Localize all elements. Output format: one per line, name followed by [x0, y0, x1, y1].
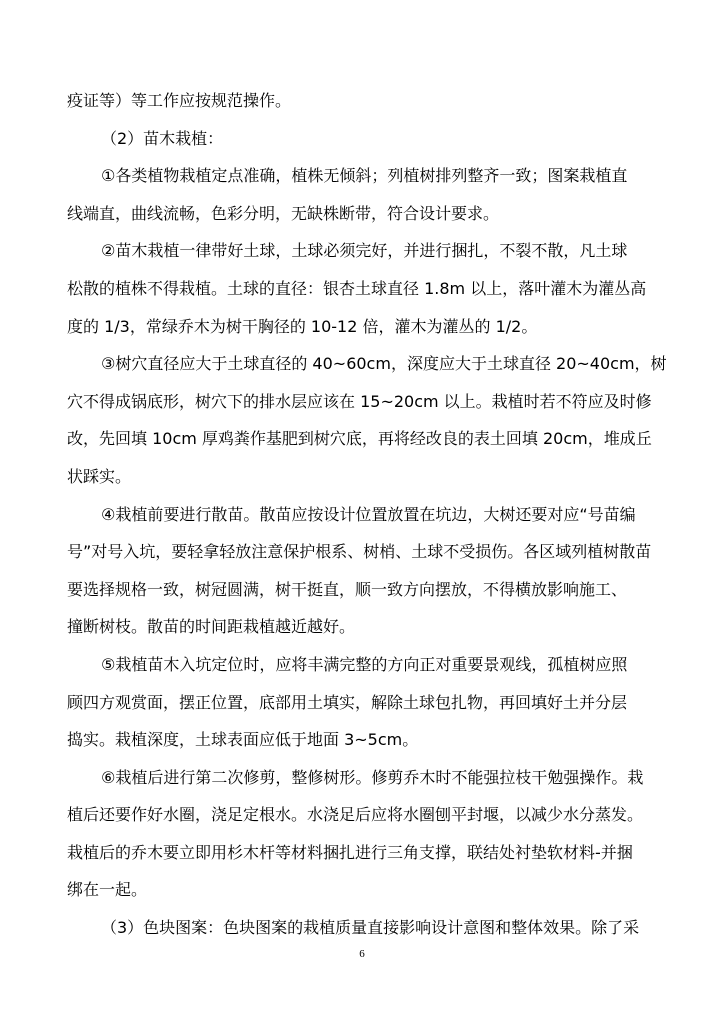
text-line: 栽植后的乔木要立即用杉木杆等材料捆扎进行三角支撑，联结处衬垫软材料-并捆 [67, 842, 633, 862]
text-line: 松散的植株不得栽植。土球的直径：银杏土球直径 1.8m 以上，落叶灌木为灌丛高 [67, 278, 647, 298]
text-line: 绑在一起。 [67, 880, 148, 900]
text-line: 植后还要作好水圈，浇足定根水。水浇足后应将水圈刨平封堰，以减少水分蒸发。 [67, 805, 644, 825]
text-line: 线端直，曲线流畅，色彩分明，无缺株断带，符合设计要求。 [67, 203, 500, 223]
text-line: 捣实。栽植深度，土球表面应低于地面 3~5cm。 [67, 730, 419, 750]
text-line: 疫证等）等工作应按规范操作。 [67, 91, 292, 110]
text-line: 要选择规格一致，树冠圆满，树干挺直，顺一致方向摆放，不得横放影响施工、 [67, 579, 628, 599]
text-line: 顾四方观赏面，摆正位置，底部用土填实，解除土球包扎物，再回填好土并分层 [67, 692, 628, 712]
page-number: 6 [359, 948, 365, 960]
text-line: 度的 1/3，常绿乔木为树干胸径的 10-12 倍，灌木为灌丛的 1/2。 [67, 316, 538, 336]
text-line: ④栽植前要进行散苗。散苗应按设计位置放置在坑边，大树还要对应“号苗编 [101, 504, 636, 524]
text-line: 撞断树枝。散苗的时间距栽植越近越好。 [67, 617, 356, 637]
text-line: ③树穴直径应大于土球直径的 40~60cm，深度应大于土球直径 20~40cm，树 [101, 354, 667, 374]
document-page [67, 82, 669, 947]
text-line: 穴不得成锅底形，树穴下的排水层应该在 15~20cm 以上。栽植时若不符应及时修 [67, 391, 652, 411]
section-heading-color-block-pattern: （3）色块图案：色块图案的栽植质量直接影响设计意图和整体效果。除了采 [101, 918, 640, 938]
section-heading-seedling-planting: （2）苗木栽植： [101, 128, 224, 148]
text-line: ②苗木栽植一律带好土球，土球必须完好，并进行捆扎，不裂不散，凡土球 [101, 241, 628, 261]
text-line: 改，先回填 10cm 厚鸡粪作基肥到树穴底，再将经改良的表土回填 20cm，堆成丘 [67, 429, 652, 449]
text-line: ①各类植物栽植定点准确，植株无倾斜；列植树排列整齐一致；图案栽植直 [101, 166, 628, 186]
text-line: 状踩实。 [67, 466, 132, 486]
text-line: ⑤栽植苗木入坑定位时，应将丰满完整的方向正对重要景观线，孤植树应照 [101, 654, 628, 674]
text-line: ⑥栽植后进行第二次修剪，整修树形。修剪乔木时不能强拉枝干勉强操作。栽 [101, 767, 644, 787]
text-line: 号”对号入坑，要轻拿轻放注意保护根系、树梢、土球不受损伤。各区域列植树散苗 [67, 542, 652, 562]
